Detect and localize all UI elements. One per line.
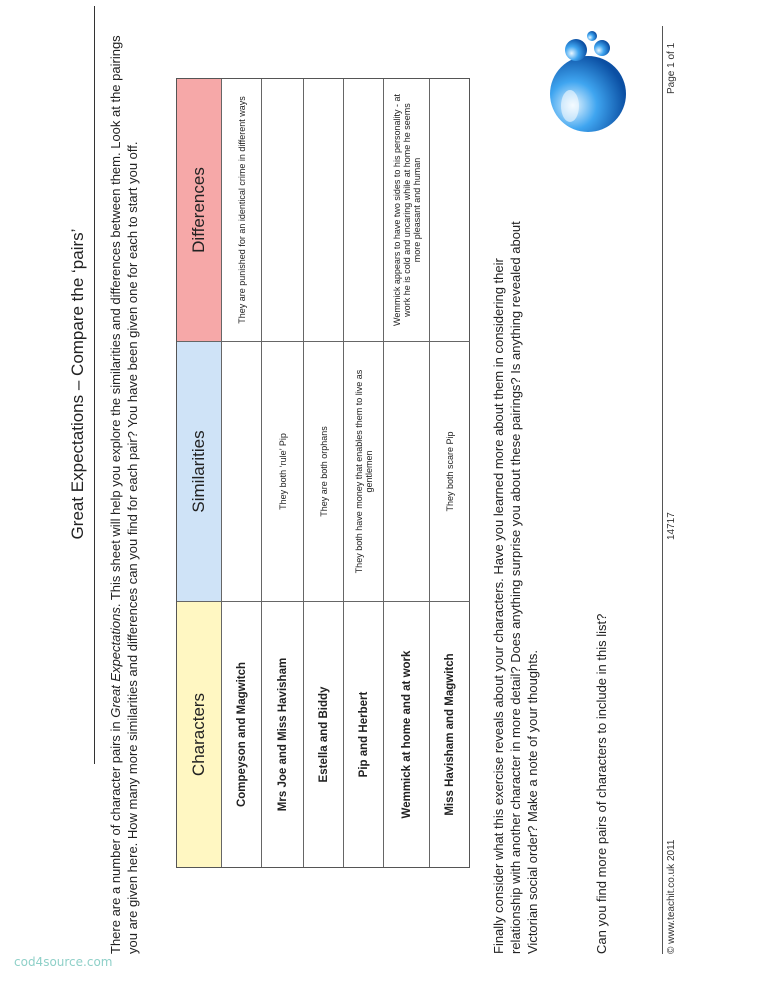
characters-cell: Miss Havisham and Magwitch bbox=[430, 601, 470, 867]
table-row bbox=[383, 79, 429, 867]
footer-copyright: © www.teachit.co.uk 2011 bbox=[666, 839, 677, 954]
water-bubbles-icon bbox=[540, 28, 640, 138]
similarities-cell[interactable]: They both scare Pip bbox=[430, 341, 470, 601]
pairs-table bbox=[176, 78, 470, 868]
differences-cell[interactable]: Wemmick appears to have two sides to his personality - at work he is cold and uncaring while at home he seems more pleasant and human bbox=[391, 94, 422, 326]
characters-cell: Mrs Joe and Miss Havisham bbox=[262, 601, 303, 867]
footer-code: 14717 bbox=[666, 512, 677, 540]
intro-paragraph bbox=[108, 24, 141, 954]
table-row bbox=[221, 79, 261, 867]
differences-cell[interactable] bbox=[262, 79, 303, 341]
source-watermark: cod4source.com bbox=[14, 955, 113, 969]
similarities-cell[interactable] bbox=[384, 341, 429, 601]
page-title: Great Expectations – Compare the ‘pairs’ bbox=[68, 228, 87, 540]
similarities-cell[interactable]: They are both orphans bbox=[304, 341, 343, 601]
intro-book-title: Great Expectations bbox=[108, 607, 123, 718]
finally-paragraph: Finally consider what this exercise reveals about your characters. Have you learned more about them in considering their relationship with another character in more detail? Does anything surprise you about these pairings? Is anything revealed about Victorian social order? Make a note of your thoughts. bbox=[491, 221, 540, 954]
similarities-cell[interactable]: They both ‘rule’ Pip bbox=[262, 341, 303, 601]
characters-cell: Compeyson and Magwitch bbox=[222, 601, 261, 867]
differences-cell[interactable] bbox=[344, 79, 383, 341]
title-divider bbox=[94, 6, 95, 764]
similarities-cell[interactable]: They both have money that enables them to live as gentlemen bbox=[344, 341, 383, 601]
differences-cell[interactable] bbox=[430, 79, 470, 341]
characters-cell: Wemmick at home and at work bbox=[384, 601, 429, 867]
table-row bbox=[261, 79, 303, 867]
table-row bbox=[429, 79, 470, 867]
differences-cell[interactable] bbox=[304, 79, 343, 341]
intro-text-1: There are a number of character pairs in bbox=[108, 717, 123, 954]
intro-text-2: . This sheet will help you explore the similarities and differences between them. Look at the pairings you are given here. How many more similarities and differences can you find for each pair? You have been given one for each to start you off. bbox=[108, 35, 140, 954]
characters-cell: Estella and Biddy bbox=[304, 601, 343, 867]
footer-divider bbox=[662, 26, 663, 954]
footer-page-number: Page 1 of 1 bbox=[666, 42, 677, 94]
similarities-cell[interactable] bbox=[222, 341, 261, 601]
more-pairs-question: Can you find more pairs of characters to include in this list? bbox=[594, 613, 609, 954]
header-similarities: Similarities bbox=[177, 341, 221, 601]
header-characters: Characters bbox=[177, 601, 221, 867]
table-row bbox=[303, 79, 343, 867]
table-row bbox=[343, 79, 383, 867]
characters-cell: Pip and Herbert bbox=[344, 601, 383, 867]
header-differences: Differences bbox=[177, 79, 221, 341]
differences-cell[interactable]: They are punished for an identical crime in different ways bbox=[236, 96, 247, 324]
